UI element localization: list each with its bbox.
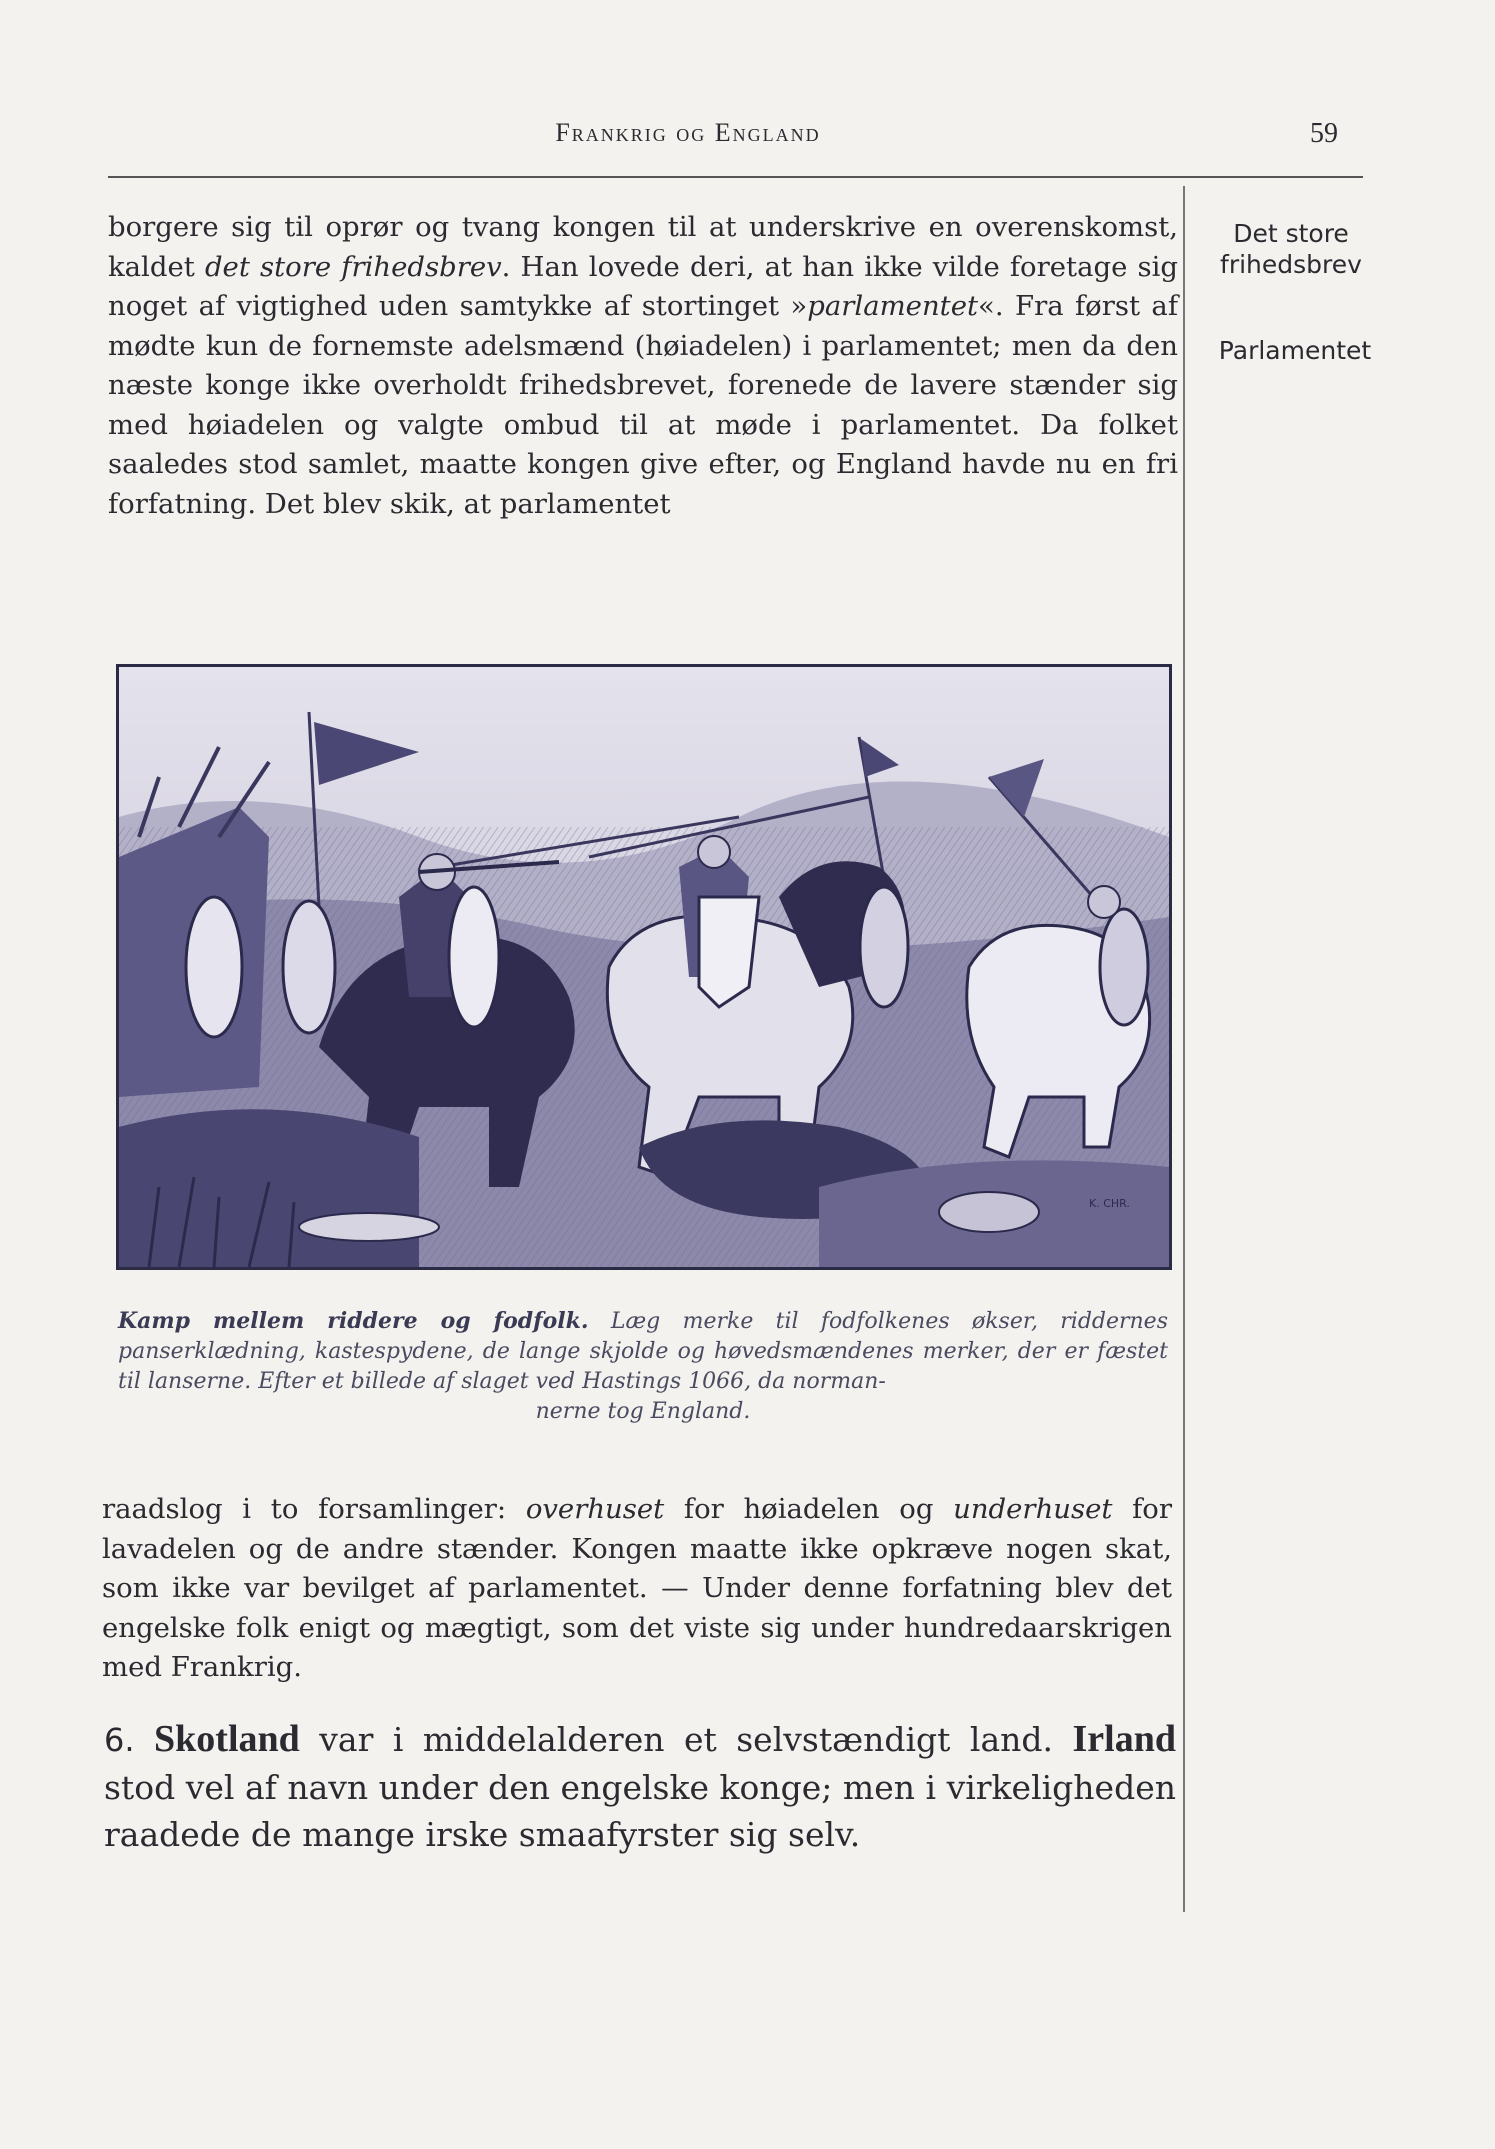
section-6-text-a: var i middelalderen et selvstændigt land. — [299, 1720, 1073, 1759]
term-parlamentet: parlamentet — [807, 290, 979, 322]
margin-note-frihedsbrev: Det store frihedsbrev — [1220, 219, 1362, 279]
section-number: 6. — [104, 1721, 135, 1759]
header-rule — [108, 176, 1363, 178]
page-number: 59 — [1310, 118, 1338, 149]
battle-illustration — [116, 664, 1172, 1270]
paragraph-1 — [108, 208, 1178, 524]
caption-text: Læg merke til fodfolkenes økser, riddernes panserklædning, kastespydene, de lange skjolde og høvedsmændenes merker, der er fæstet til lanserne. Efter et billede af slaget ved Hastings 1066, da norman- — [118, 1309, 1168, 1394]
margin-rule — [1183, 186, 1185, 1912]
paragraph-2 — [102, 1490, 1172, 1688]
heading-skotland: Skotland — [154, 1718, 300, 1760]
paragraph-2-text-a: raadslog i to forsamlinger: — [102, 1493, 526, 1525]
paragraph-1-text-c: «. Fra først af mødte kun de fornemste adelsmænd (høiadelen) i parlamentet; men da den næste konge ikke overholdt frihedsbrevet, forenede de lavere stænder sig med høiadelen og valgte ombud til at møde i parlamentet. Da folket saaledes stod samlet, maatte kongen give efter, og England havde nu en fri forfatning. Det blev skik, at parlamentet — [108, 290, 1179, 520]
running-header — [108, 118, 1338, 158]
heading-irland: Irland — [1072, 1718, 1176, 1760]
engraver-signature: K. CHR. — [1089, 1197, 1130, 1210]
section-6-text-b: stod vel af navn under den engelske konge; men i virkeligheden raadede de mange irske smaafyrster sig selv. — [104, 1768, 1176, 1854]
term-frihedsbrev: det store frihedsbrev — [204, 250, 502, 283]
paragraph-2-text-b: for høiadelen og — [664, 1493, 954, 1525]
section-6 — [104, 1716, 1176, 1858]
caption-last-line: nerne tog England. — [535, 1399, 751, 1424]
margin-note-parlamentet: Parlamentet — [1218, 336, 1372, 365]
caption-title: Kamp mellem riddere og fodfolk. — [118, 1308, 589, 1334]
paragraph-1-text-a: borgere sig til oprør og tvang kongen til at underskrive en overenskomst, kaldet — [108, 211, 1178, 283]
paragraph-2-text-c: for lavadelen og de andre stænder. Kongen maatte ikke opkræve nogen skat, som ikke var bevilget af parlamentet. — Under denne forfatning blev det engelske folk enigt og mægtigt, som det viste sig under hundredaarskrigen med Frankrig. — [102, 1493, 1173, 1683]
term-underhuset: underhuset — [953, 1493, 1113, 1525]
term-overhuset: overhuset — [525, 1493, 665, 1525]
figure-caption — [118, 1306, 1168, 1427]
paragraph-1-text-b: . Han lovede deri, at han ikke vilde foretage sig noget af vigtighed uden samtykke af stortinget » — [108, 250, 1179, 322]
header-title: Frankrig og England — [555, 118, 821, 147]
battle-engraving — [119, 667, 1169, 1267]
